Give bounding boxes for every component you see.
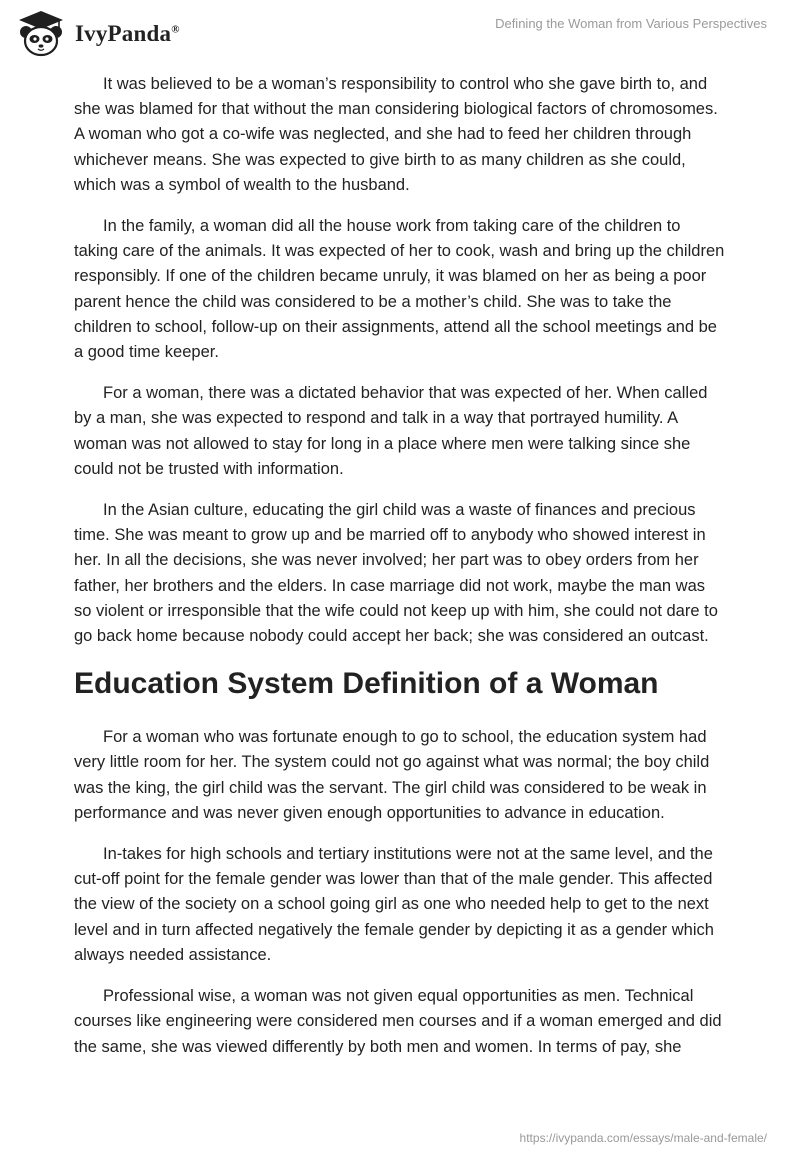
paragraph: In the Asian culture, educating the girl child was a waste of finances and precious time. She was meant to grow up and be married off to anybody who showed interest in her. In all the decisions, she was never involved; her part was to obey orders from her father, her brothers and the elders. In case marriage did not work, maybe the man was so violent or irresponsible that the wife could not keep up with him, she could not dare to go back home because nobody could accept her back; she was considered an outcast. <box>74 501 718 646</box>
registered-mark: ® <box>171 23 180 36</box>
ivypanda-logo[interactable] <box>15 8 180 60</box>
source-url[interactable]: https://ivypanda.com/essays/male-and-female/ <box>519 1131 767 1145</box>
paragraph: Professional wise, a woman was not given equal opportunities as men. Technical courses like engineering were considered men courses and if a woman emerged and did the same, she was viewed differently by both men and women. In terms of pay, she <box>74 987 722 1056</box>
logo-name: IvyPanda <box>75 21 172 46</box>
paragraph: For a woman who was fortunate enough to go to school, the education system had very little room for her. The system could not go against what was normal; the boy child was the king, the girl child was the servant. The girl child was considered to be weak in performance and was never given enough opportunities to advance in education. <box>74 728 710 822</box>
paragraph: In-takes for high schools and tertiary institutions were not at the same level, and the cut-off point for the female gender was lower than that of the male gender. This affected the view of the society on a school going girl as one who needed help to get to the next level and in turn affected negatively the female gender by depicting it as a gender which always needed assistance. <box>74 845 714 964</box>
panda-graduate-icon <box>15 8 67 60</box>
paragraph: In the family, a woman did all the house work from taking care of the children to taking care of the animals. It was expected of her to cook, wash and bring up the children responsibly. If one of the children became unruly, it was blamed on her as being a poor parent hence the child was considered to be a mother’s child. She was to take the children to school, follow-up on their assignments, attend all the school meetings and be a good time keeper. <box>74 217 725 362</box>
paragraph: For a woman, there was a dictated behavior that was expected of her. When called by a man, she was expected to respond and talk in a way that portrayed humility. A woman was not allowed to stay for long in a place where men were talking since she could not be trusted with information. <box>74 384 708 478</box>
logo-text <box>75 21 180 47</box>
section-heading: Education System Definition of a Woman <box>74 667 659 701</box>
essay-content <box>74 72 726 1076</box>
document-title: Defining the Woman from Various Perspectives <box>495 16 767 31</box>
paragraph: It was believed to be a woman’s responsibility to control who she gave birth to, and she was blamed for that without the man considering biological factors of chromosomes. A woman who got a co-wife was neglected, and she had to feed her children through whichever means. She was expected to give birth to as many children as she could, which was a symbol of wealth to the husband. <box>74 75 718 194</box>
page-header <box>0 0 800 70</box>
